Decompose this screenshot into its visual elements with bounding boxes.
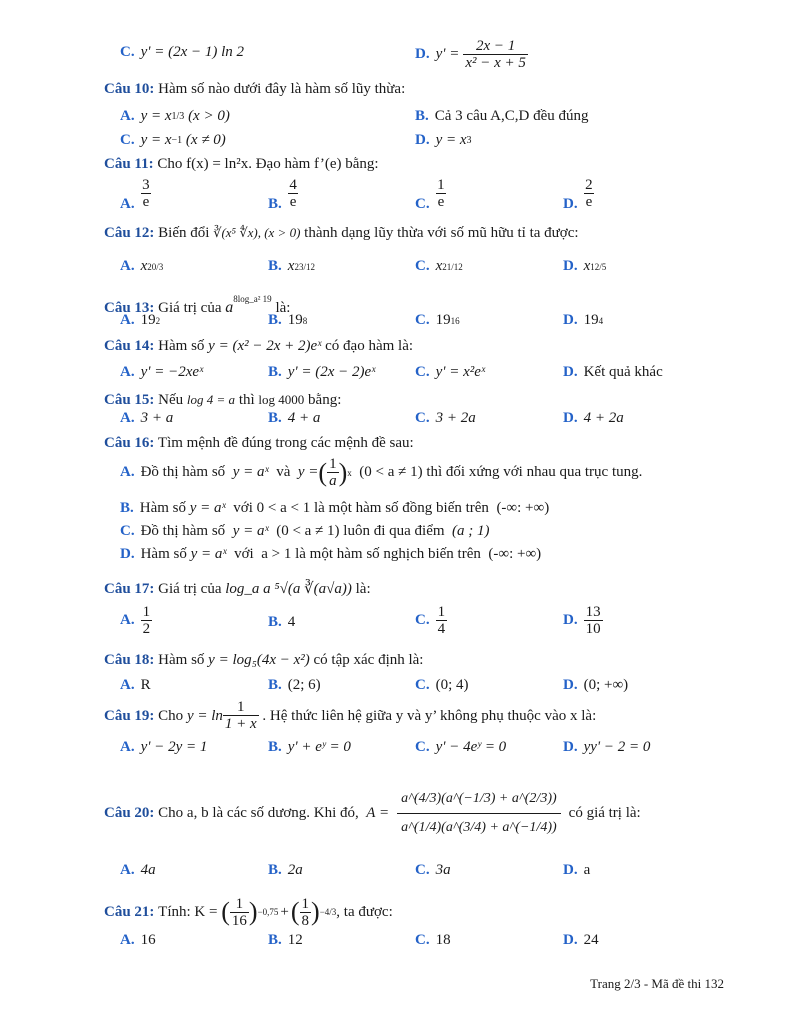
answer-row xyxy=(0,252,792,282)
option-c: C. Đồ thị hàm số y = aˣ (0 < a ≠ 1) luôn đi qua điểm (a ; 1) xyxy=(120,523,490,539)
question-20: Câu 20: Cho a, b là các số dương. Khi đó, A = $\frac{a\^{}(4/3)(a\^{}(-1/3) + a\^{}(2/3))}{a\^{}(1/4)(a\^{}(3/4) + a\^{}(-1/4))}$ có giá trị là: xyxy=(104,768,641,858)
option-c: C. y = x −1 (x ≠ 0) xyxy=(120,132,226,148)
option-d: D. 13 10 xyxy=(563,604,601,637)
option-c: C. (0; 4) xyxy=(415,677,469,693)
option-a: A. 1 2 xyxy=(120,604,151,637)
question-18: Câu 18: Hàm số y = log₅(4x − x²) có tập xác định là: xyxy=(104,652,424,668)
question-21: Câu 21: Tính: K = ( 1 16 ) −0,75 + ( 1 8 ) −4/3 , ta được: xyxy=(104,895,393,929)
option-a: A. 4a xyxy=(120,862,156,878)
answer-row xyxy=(0,360,792,390)
answer-row xyxy=(0,406,792,436)
option-b: B. 12 xyxy=(268,932,303,948)
option-a: A. y' − 2y = 1 xyxy=(120,739,208,755)
option-d: D. Hàm số y = aˣ với a > 1 là một hàm số nghịch biến trên (-∞: +∞) xyxy=(120,546,542,562)
option-d: D. Kết quả khác xyxy=(563,364,663,380)
option-a: A. R xyxy=(120,677,151,693)
question-17: Câu 17: Giá trị của log_a a ⁵√(a ∛(a√a)) là: xyxy=(104,581,371,597)
option-d: D. yy' − 2 = 0 xyxy=(563,739,651,755)
answer-row xyxy=(0,308,792,338)
option-d: D. x 12/5 xyxy=(563,258,607,274)
option-b: B. 4 e xyxy=(268,177,297,212)
option-a: A. x 20/3 xyxy=(120,258,164,274)
option-c: C. 1 e xyxy=(415,177,445,212)
option-c: C. y' = x²eˣ xyxy=(415,364,486,380)
question-16: Câu 16: Tìm mệnh đề đúng trong các mệnh đề sau: xyxy=(104,435,414,451)
option-b: B. 4 + a xyxy=(268,410,321,426)
answer-row xyxy=(0,452,792,498)
option-d: D. (0; +∞) xyxy=(563,677,629,693)
answer-row xyxy=(0,932,792,962)
option-a: A. 3 + a xyxy=(120,410,174,426)
option-c: C. x 21/12 xyxy=(415,258,463,274)
option-b: B. (2; 6) xyxy=(268,677,321,693)
option-a: A. y = x 1/3 (x > 0) xyxy=(120,108,230,124)
option-d: D. 2 e xyxy=(563,177,593,212)
option-c: C. 1 4 xyxy=(415,604,446,637)
option-c: C. y' − 4eʸ = 0 xyxy=(415,739,507,755)
option-b: B. x 23/12 xyxy=(268,258,315,274)
option-c: C. y' = (2x − 1) ln 2 xyxy=(120,44,245,60)
option-a: A. 19 2 xyxy=(120,312,161,328)
answer-row xyxy=(0,546,792,576)
answer-row xyxy=(0,739,792,769)
question-19: Câu 19: Cho y = ln 1 1 + x . Hệ thức liên hệ giữa y và y’ không phụ thuộc vào x là: xyxy=(104,699,597,732)
question-14: Câu 14: Hàm số y = (x² − 2x + 2)eˣ có đạo hàm là: xyxy=(104,338,414,354)
option-d: D. y' = $\frac{2x - 1}{\text{x² − x + 5}}$ xyxy=(415,38,526,71)
question-13: Câu 13: Giá trị của $a^{8log\_a^2 19}$ là: xyxy=(104,294,291,316)
option-b: B. y' = (2x − 2)eˣ xyxy=(268,364,376,380)
option-d: D. y = x 3 xyxy=(415,132,472,148)
option-a: A. Đồ thị hàm số y = aˣ và y = ( 1 a ) x (0 < a ≠ 1) thì đối xứng với nhau qua trục tung. xyxy=(120,456,643,489)
answer-row xyxy=(0,128,792,158)
option-a: A. 3 e xyxy=(120,177,150,212)
question-12: Câu 12: Biến đổi ∛(x⁵ ∜x), (x > 0) thành dạng lũy thừa với số mũ hữu tỉ ta được: xyxy=(104,225,579,241)
option-d: D. a xyxy=(563,862,591,878)
option-a: A. 16 xyxy=(120,932,156,948)
option-c: C. 18 xyxy=(415,932,451,948)
option-d: D. 4 + 2a xyxy=(563,410,624,426)
answer-row xyxy=(0,862,792,892)
option-b: B. 19 8 xyxy=(268,312,308,328)
page-footer: Trang 2/3 - Mã đề thi 132 xyxy=(590,976,724,991)
option-c: C. 3 + 2a xyxy=(415,410,476,426)
answer-row xyxy=(0,174,792,214)
option-d: D. 19 4 xyxy=(563,312,604,328)
option-c: C. 19 16 xyxy=(415,312,460,328)
option-b: B. Hàm số y = aˣ với 0 < a < 1 là một hàm số đồng biến trên (-∞: +∞) xyxy=(120,500,550,516)
answer-row xyxy=(0,604,792,644)
option-b: B. 4 xyxy=(268,614,296,630)
question-11: Câu 11: Cho f(x) = ln²x. Đạo hàm f’(e) bằng: xyxy=(104,156,379,172)
question-15: Câu 15: Nếu log 4 = a thì log 4000 bằng: xyxy=(104,392,342,408)
option-b: B. Cả 3 câu A,C,D đều đúng xyxy=(415,108,589,124)
option-a: A. y' = −2xeˣ xyxy=(120,364,204,380)
option-b: B. 2a xyxy=(268,862,303,878)
answer-row-prev xyxy=(0,38,792,71)
option-d: D. 24 xyxy=(563,932,599,948)
question-10: Câu 10: Hàm số nào dưới đây là hàm số lũy thừa: xyxy=(104,81,406,97)
option-b: B. y' + eʸ = 0 xyxy=(268,739,351,755)
option-c: C. 3a xyxy=(415,862,451,878)
